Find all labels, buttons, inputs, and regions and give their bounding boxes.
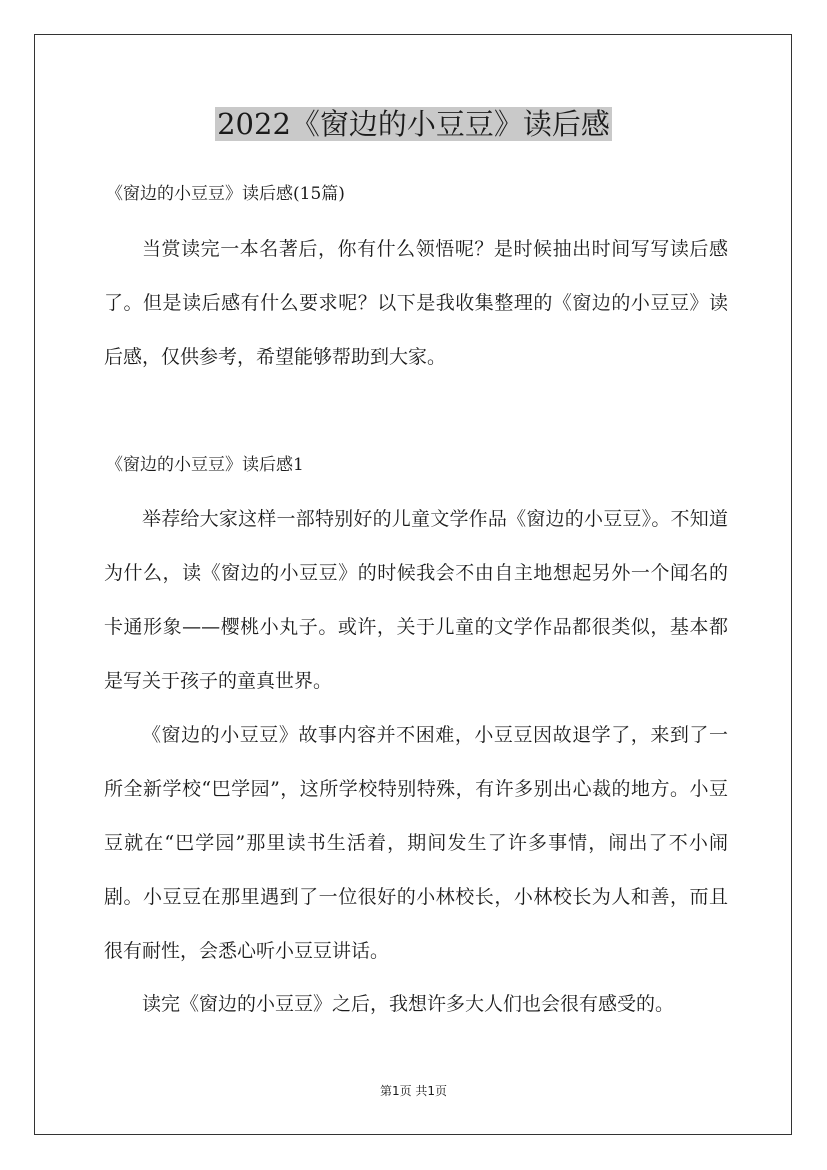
section-heading: 《窗边的小豆豆》读后感1 xyxy=(106,455,304,475)
document-subtitle: 《窗边的小豆豆》读后感(15篇) xyxy=(106,184,345,204)
document-title xyxy=(0,104,827,144)
page-footer: 第1页 共1页 xyxy=(379,1084,448,1098)
body-paragraph-1: 举荐给大家这样一部特别好的儿童文学作品《窗边的小豆豆》。不知道为什么，读《窗边的小豆豆》的时候我会不由自主地想起另外一个闻名的卡通形象——樱桃小丸子。或许，关于儿童的文学作品都很类似，基本都是写关于孩子的童真世界。 xyxy=(104,508,728,692)
body-paragraph-2: 《窗边的小豆豆》故事内容并不困难，小豆豆因故退学了，来到了一所全新学校“巴学园”，这所学校特别特殊，有许多别出心裁的地方。小豆豆就在“巴学园”那里读书生活着，期间发生了许多事情，闹出了不小闹剧。小豆豆在那里遇到了一位很好的小林校长，小林校长为人和善，而且很有耐性，会悉心听小豆豆讲话。 xyxy=(104,724,728,962)
intro-paragraph: 当赏读完一本名著后，你有什么领悟呢？是时候抽出时间写写读后感了。但是读后感有什么要求呢？以下是我收集整理的《窗边的小豆豆》读后感，仅供参考，希望能够帮助到大家。 xyxy=(104,238,728,368)
body-paragraph-3: 读完《窗边的小豆豆》之后，我想许多大人们也会很有感受的。 xyxy=(142,993,675,1015)
title-text: 2022《窗边的小豆豆》读后感 xyxy=(217,107,610,141)
